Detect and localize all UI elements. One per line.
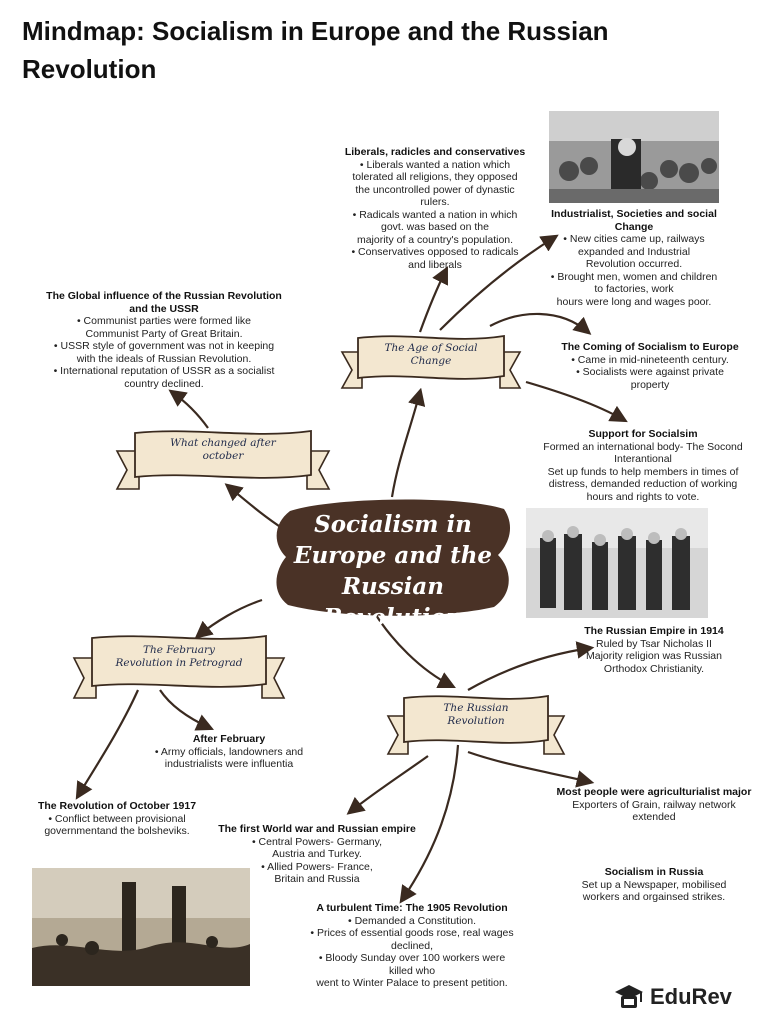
note-after-february: After February • Army officials, landowners and industrialists were influentia bbox=[146, 733, 312, 771]
center-line-1: Socialism in bbox=[314, 511, 472, 538]
edurev-logo[interactable] bbox=[612, 980, 752, 1014]
photo-lenin-crowd bbox=[549, 111, 719, 203]
note-industrialist: Industrialist, Societies and social Change • New cities came up, railways expanded and Industrial Revolution occurred. • Brought men, women and children to factories, work hours were long and wages poor. bbox=[544, 208, 724, 308]
note-first-world-war: The first World war and Russian empire • Central Powers- Germany, Austria and Turkey. • Allied Powers- France, Britain and Russia bbox=[216, 823, 418, 886]
banner-feb-line-2: Revolution in Petrograd bbox=[115, 657, 243, 669]
arrow-feb-to-october bbox=[78, 690, 138, 796]
note-agriculturalist: Most people were agriculturialist major Exporters of Grain, railway network extended bbox=[552, 786, 756, 824]
logo-text: EduRev bbox=[650, 984, 732, 1009]
note-socialism-in-russia: Socialism in Russia Set up a Newspaper, mobilised workers and orgainsed strikes. bbox=[574, 866, 734, 904]
note-russian-empire-1914: The Russian Empire in 1914 Ruled by Tsar Nicholas II Majority religion was Russian Orthodox Christianity. bbox=[572, 625, 736, 675]
note-heading: The Revolution of October 1917 bbox=[37, 800, 197, 812]
central-topic bbox=[272, 497, 514, 631]
photo-tsar-group bbox=[526, 508, 708, 618]
note-coming-of-socialism: The Coming of Socialism to Europe • Came in mid-nineteenth century. • Socialists were against private property bbox=[561, 341, 739, 391]
note-heading: Liberals, radicles and conservatives bbox=[344, 146, 526, 158]
note-global-influence: The Global influence of the Russian Revolution and the USSR • Communist parties were formed like Communist Party of Great Britain. • USSR style of government was not in keeping with the ideals of Russian Revolution. • International reputation of USSR as a socialist country declined. bbox=[46, 290, 282, 390]
center-line-2: Europe and the bbox=[293, 542, 493, 569]
note-heading: A turbulent Time: The 1905 Revolution bbox=[316, 902, 508, 914]
banner-feb-line-1: The February bbox=[143, 644, 215, 656]
banner-what-changed-after-october bbox=[113, 425, 333, 495]
banner-age-line-1: The Age of Social bbox=[384, 342, 478, 354]
note-heading: The Russian Empire in 1914 bbox=[584, 625, 724, 637]
banner-oct-line-1: What changed after bbox=[170, 437, 276, 449]
note-liberals-radicals-conservatives: Liberals, radicles and conservatives • Liberals wanted a nation which tolerated all religions, they opposed the uncontrolled power of dynastic rulers. • Radicals wanted a nation in which govt. was based on the majority of a country's population. • Conservatives opposed to radicals and liberals bbox=[338, 146, 532, 271]
banner-age-line-2: Change bbox=[410, 355, 452, 367]
arrow-age-to-liberals bbox=[420, 270, 446, 332]
note-heading: The first World war and Russian empire bbox=[218, 823, 416, 835]
banner-rus-line-2: Revolution bbox=[447, 715, 505, 727]
banner-russian-revolution bbox=[384, 692, 568, 762]
note-heading: Industrialist, Societies and social Change bbox=[551, 208, 717, 233]
note-heading: The Coming of Socialism to Europe bbox=[561, 341, 739, 353]
arrow-center-to-age bbox=[392, 392, 420, 497]
note-support-for-socialism: Support for Socialsim Formed an international body- The Socond Interantional Set up funds to help members in times of distress, demanded reduction of working hours and rights to vote. bbox=[536, 428, 750, 503]
note-heading: After February bbox=[192, 733, 266, 745]
arrow-rus-to-ww1 bbox=[350, 756, 428, 812]
page-title: Mindmap: Socialism in Europe and the Russian Revolution bbox=[22, 16, 609, 84]
graduation-cap-icon bbox=[612, 980, 646, 1014]
note-turbulent-time-1905: A turbulent Time: The 1905 Revolution • Demanded a Constitution. • Prices of essential goods rose, real wages declined, • Bloody Sunday over 100 workers were killed who went to Winter Palace to present petition. bbox=[302, 902, 522, 990]
photo-winter-palace-storming bbox=[32, 868, 250, 986]
banner-oct-line-2: october bbox=[202, 450, 244, 462]
note-heading: Socialism in Russia bbox=[604, 866, 704, 878]
banner-age-of-social-change bbox=[338, 330, 524, 400]
center-line-3: Russian Revolution bbox=[323, 573, 463, 631]
note-heading: Most people were agriculturialist major bbox=[556, 786, 752, 798]
banner-rus-line-1: The Russian bbox=[443, 702, 509, 714]
note-heading: The Global influence of the Russian Revolution and the USSR bbox=[46, 290, 282, 315]
banner-february-revolution bbox=[70, 632, 288, 704]
arrow-oct-to-global bbox=[172, 392, 208, 428]
note-revolution-october-1917: The Revolution of October 1917 • Conflict between provisional governmentand the bolsheviks. bbox=[34, 800, 200, 838]
arrow-center-to-feb bbox=[198, 600, 262, 636]
note-heading: Support for Socialsim bbox=[588, 428, 698, 440]
